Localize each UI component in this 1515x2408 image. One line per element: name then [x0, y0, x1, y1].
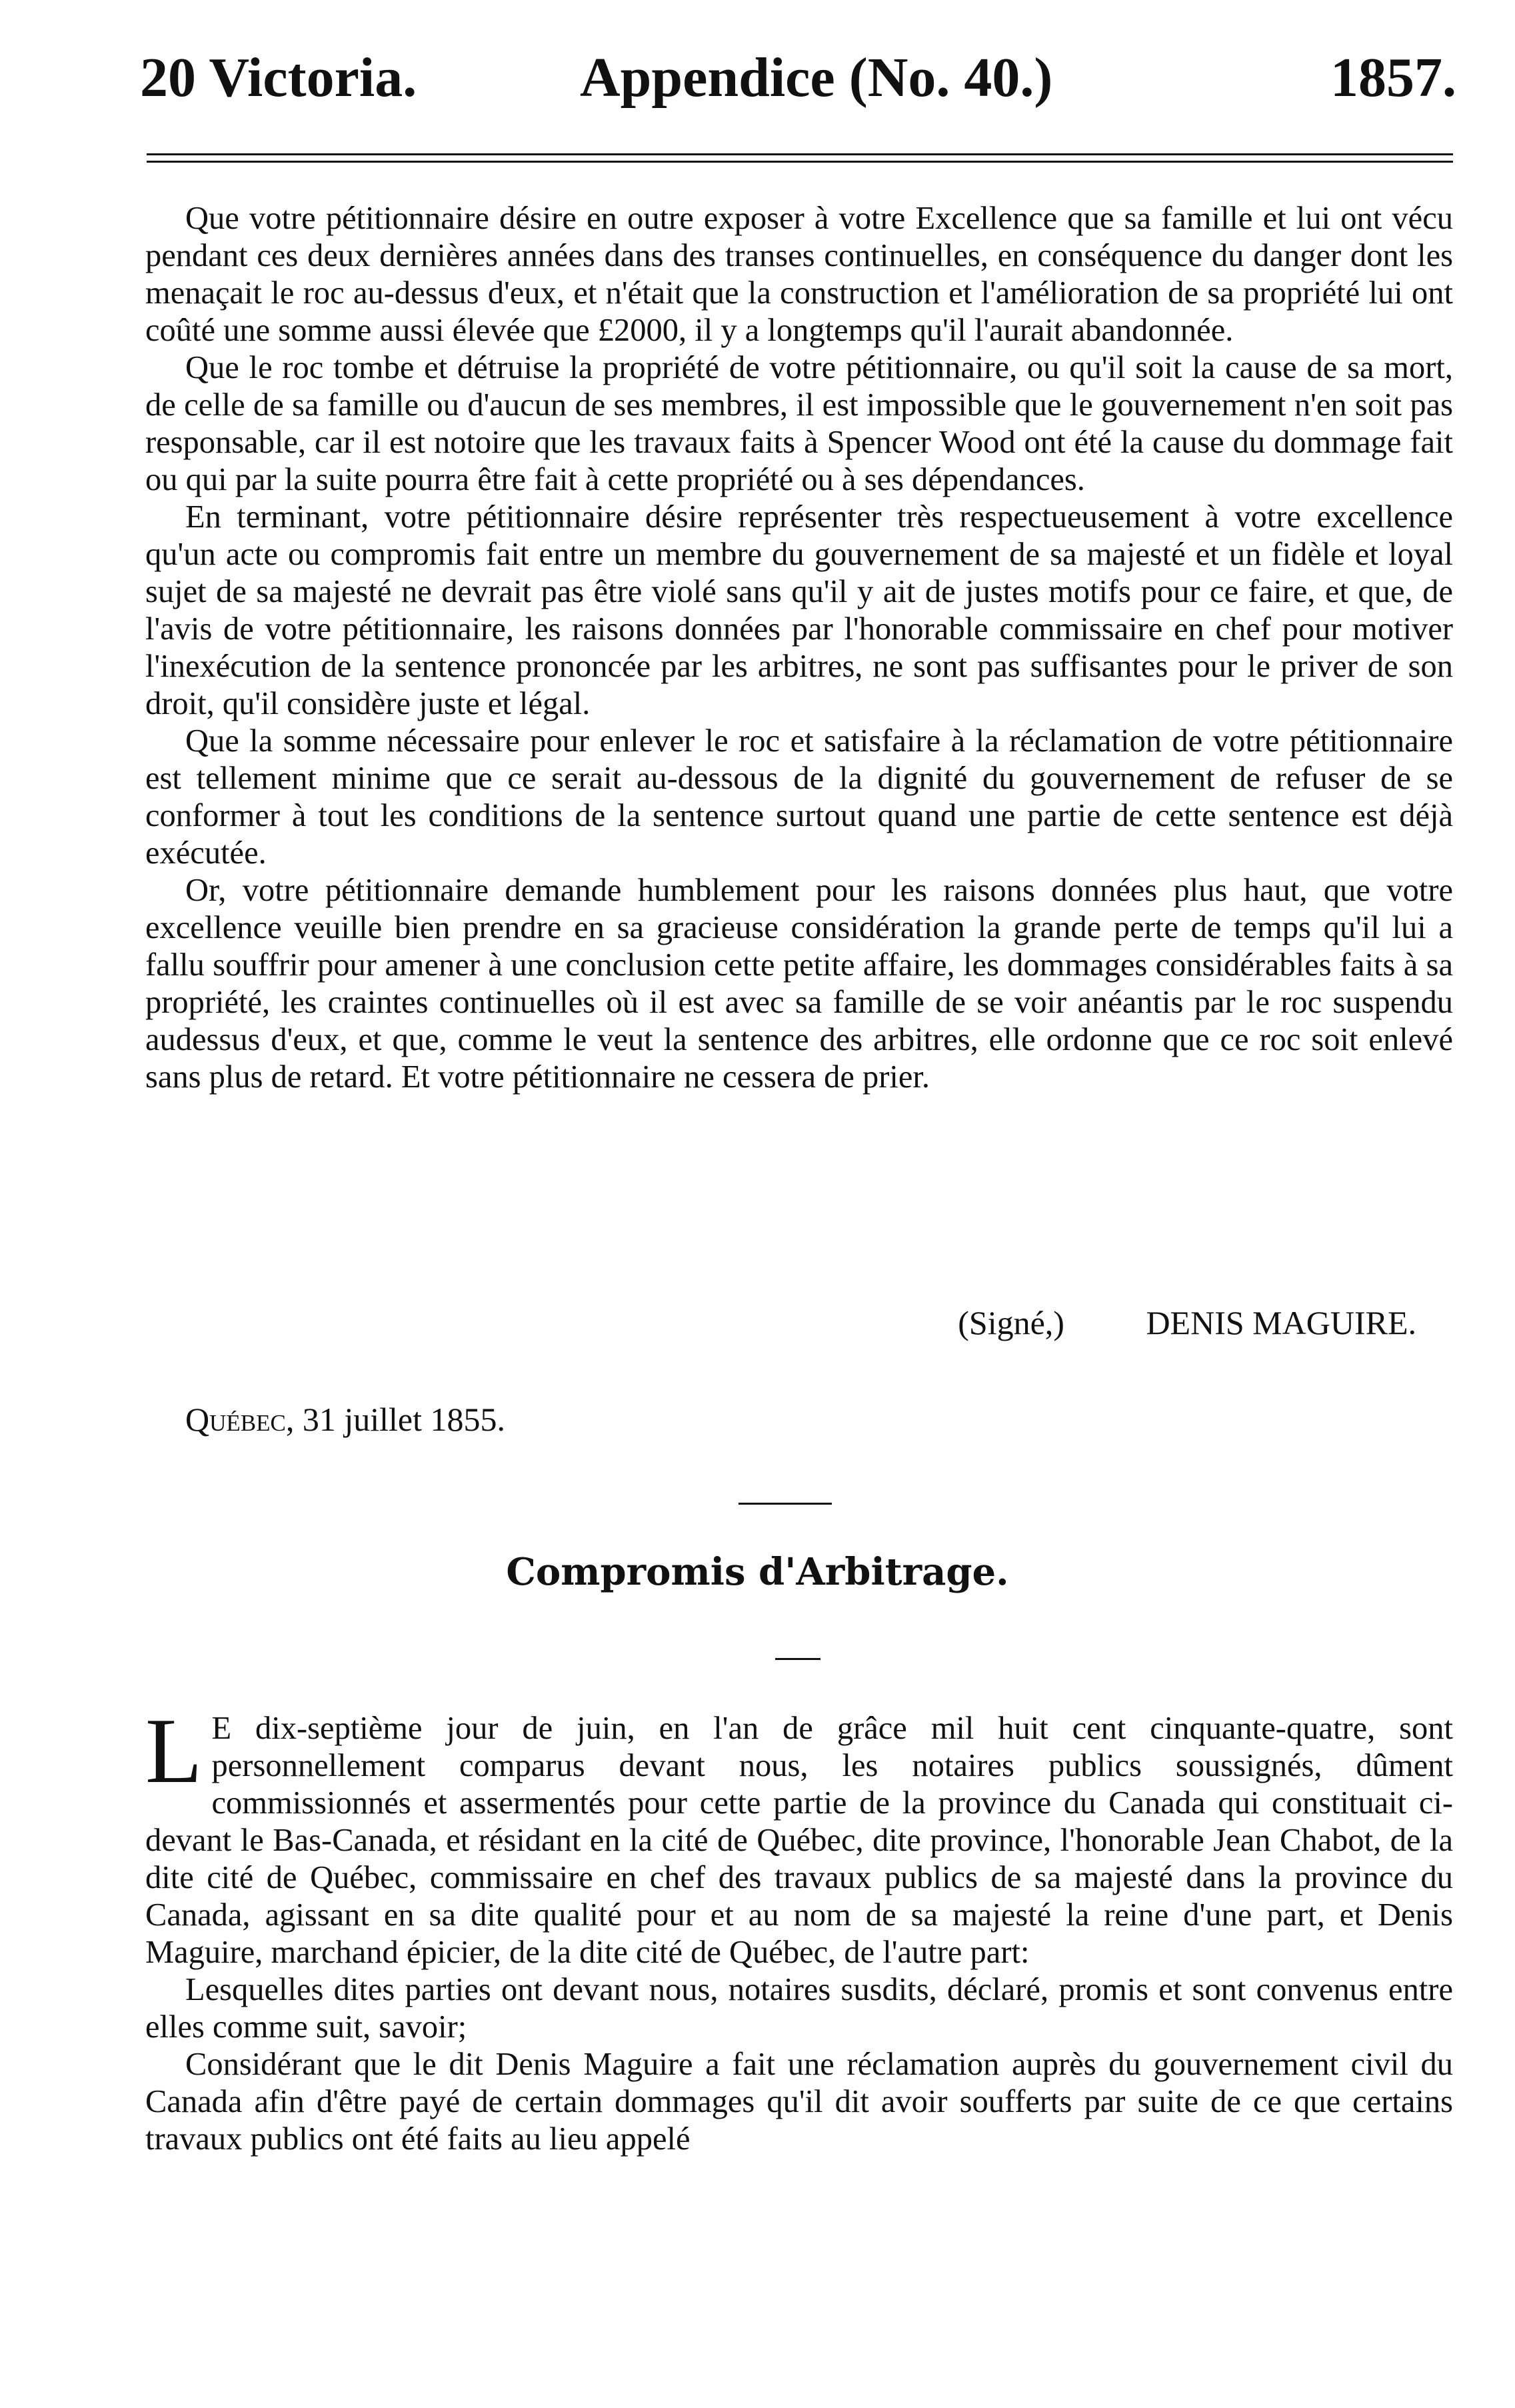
place: Québec, — [185, 1401, 295, 1438]
agreement-text — [145, 1699, 1453, 2158]
section-title: Compromis d'Arbitrage. — [506, 1550, 1009, 1594]
paragraph: Considérant que le dit Denis Maguire a fait une réclamation auprès du gouvernement civil du Canada afin d'être payé de certain dommages qu'il dit avoir soufferts par suite de ce que certains travaux publics ont été faits au lieu appelé — [145, 2047, 1453, 2157]
paragraph: En terminant, votre pétitionnaire désire représenter très respectueusement à votre excellence qu'un acte ou compromis fait entre un membre du gouvernement de sa majesté et un fidèle et loyal sujet de sa majesté ne devrait pas être violé sans qu'il y ait de justes motifs pour ce faire, et que, de l'avis de votre pétitionnaire, les raisons données par l'honorable commissaire en chef pour motiver l'inexécution de la sentence prononcée par les arbitres, ne sont pas suffisantes pour le priver de son droit, qu'il considère juste et légal. — [145, 499, 1453, 721]
section-divider — [739, 1503, 832, 1505]
paragraph: Or, votre pétitionnaire demande humblement pour les raisons données plus haut, que votre excellence veuille bien prendre en sa gracieuse considération la grande perte de temps qu'il lui a fallu souffrir pour amener à une conclusion cette petite affaire, les dommages considérables faits à sa propriété, les craintes continuelles où il est avec sa famille de se voir anéantis par le roc suspendu audessus d'eux, et que, comme le veut la sentence des arbitres, elle ordonne que ce roc soit enlevé sans plus de retard. Et votre pétitionnaire ne cessera de prier. — [145, 873, 1453, 1095]
petition-text — [145, 200, 1453, 1096]
opening-paragraph-text: E dix-septième jour de juin, en l'an de grâce mil huit cent cinquante-quatre, sont personnellement comparus devant nous, les notaires publics soussignés, dûment commissionnés et assermentés pour cette partie de la province du Canada qui constituait ci-devant le Bas-Canada, et résidant en la cité de Québec, dite province, l'honorable Jean Chabot, de la dite cité de Québec, commissaire en chef des travaux publics de sa majesté dans la province du Canada, agissant en sa dite qualité pour et au nom de sa majesté la reine d'une part, et Denis Maguire, marchand épicier, de la dite cité de Québec, de l'autre part: — [145, 1711, 1453, 1970]
paragraph: Que la somme nécessaire pour enlever le roc et satisfaire à la réclamation de votre pétitionnaire est tellement minime que ce serait au-dessous de la dignité du gouvernement de refuser de se conformer à tout les conditions de la sentence surtout quand une partie de cette sentence est déjà exécutée. — [145, 723, 1453, 871]
drop-cap: L — [145, 1699, 203, 1803]
place-date-line — [185, 1400, 505, 1439]
title-divider — [775, 1658, 820, 1660]
paragraph: Lesquelles dites parties ont devant nous, notaires susdits, déclaré, promis et sont convenus entre elles comme suit, savoir; — [145, 1972, 1453, 2045]
paragraph: Que votre pétitionnaire désire en outre exposer à votre Excellence que sa famille et lui ont vécu pendant ces deux dernières années dans des transes continuelles, en conséquence du danger dont les menaçait le roc au-dessus d'eux, et n'était que la construction et l'amélioration de sa propriété lui ont coûté une somme aussi élevée que £2000, il y a longtemps qu'il l'aurait abandonnée. — [145, 201, 1453, 348]
opening-paragraph — [145, 1699, 1453, 1971]
signature-label: (Signé,) — [958, 1304, 1064, 1341]
signatory-name: DENIS MAGUIRE. — [1146, 1304, 1416, 1341]
signature-line — [958, 1303, 1416, 1342]
header-appendix: Appendice (No. 40.) — [580, 47, 1053, 109]
date: 31 juillet 1855. — [302, 1401, 505, 1438]
header-year: 1857. — [1330, 47, 1456, 109]
page-header — [140, 27, 1456, 127]
header-double-rule — [147, 153, 1453, 163]
header-session: 20 Victoria. — [140, 47, 417, 109]
paragraph: Que le roc tombe et détruise la propriété de votre pétitionnaire, ou qu'il soit la cause de sa mort, de celle de sa famille ou d'aucun de ses membres, il est impossible que le gouvernement n'en soit pas responsable, car il est notoire que les travaux faits à Spencer Wood ont été la cause du dommage fait ou qui par la suite pourra être fait à cette propriété ou à ses dépendances. — [145, 350, 1453, 497]
